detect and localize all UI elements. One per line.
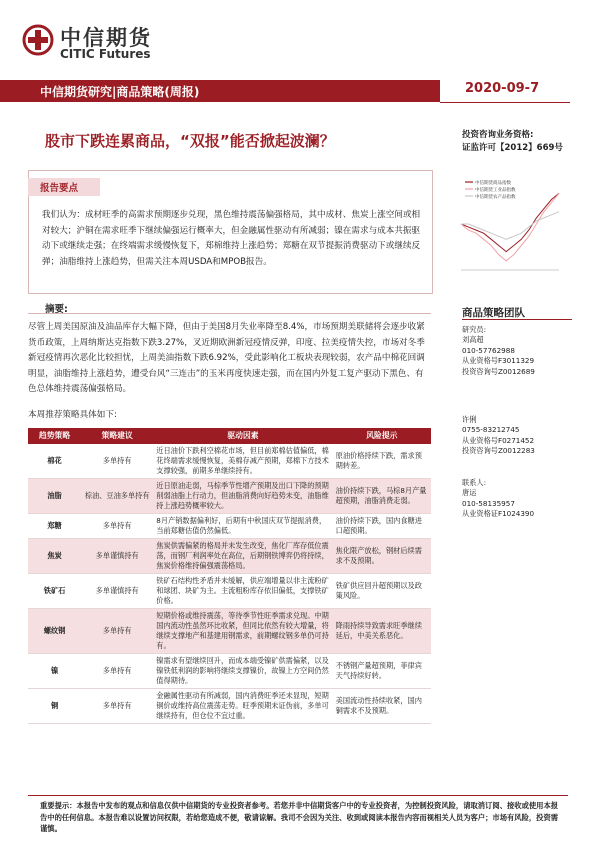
team-line-text: 研究员: xyxy=(462,325,486,334)
table-cell-driver: 铁矿石结构性矛盾并未缓解，供应端增量以非主流粉矿和球团、块矿为主。主流粗粉库存依旧偏低，支撑铁矿价格。 xyxy=(153,574,332,609)
team-line-text: 从业资格号F0271452 xyxy=(462,435,535,445)
table-row xyxy=(28,689,431,724)
team-title: 商品策略团队 xyxy=(462,307,525,319)
table-cell-strategy: 多单谨慎持有 xyxy=(81,539,153,574)
table-cell-risk: 不锈钢产量超预期，菲律宾天气持续好转。 xyxy=(333,654,431,689)
table-cell-name: 棉花 xyxy=(28,444,81,479)
table-cell-driver: 金融属性驱动有所减弱，国内消费旺季还未显现，短期铜价或维持高位震荡走势。旺季预期未证伪前，多单可继续持有，但仓位不宜过重。 xyxy=(153,689,332,724)
header-bar-text: 中信期货研究|商品策略(周报) xyxy=(40,85,200,99)
table-cell-name: 郑糖 xyxy=(28,514,81,539)
abstract-body: 尽管上周美国原油及油品库存大幅下降，但由于美国8月失业率降至8.4%，市场预期美联储将会逐步收紧货币政策，上周纳斯达克指数下跌3.27%，叉近期欧洲新冠疫情反弹，印度、拉美疫情失控，市场对冬季新冠疫情再次恶化比较担忧，上周美油指数下跌6.92%，受此影响化工板块表现较弱，农产品中棉花回调明显，油脂维持上涨趋势，遭受台风“三连击”的玉米再度快速走强，而在国内外复工复产驱动下黑色、有色总体维持震荡偏强格局。 xyxy=(28,322,425,395)
table-cell-risk: 美国流动性持续收紧，国内铜需求不及预期。 xyxy=(333,689,431,724)
table-row xyxy=(28,539,431,574)
strategy-intro: 本周推荐策略具体如下: xyxy=(28,410,117,420)
strategy-table xyxy=(28,428,431,724)
table-cell-driver: 镍需求有望继续回升，而成本端受镍矿供需偏紧，以及镍铁低利润的影响将继续支撑镍价，故镍上方空间仍然值得期待。 xyxy=(153,654,332,689)
team-line-text: 许俐 xyxy=(462,415,477,424)
table-header-row xyxy=(28,428,431,444)
table-cell-name: 铁矿石 xyxy=(28,574,81,609)
table-cell-driver: 短期价格或维持震荡，等待季节性旺季需求兑现。中期国内流动性虽然环比收紧，但同比依然有较大增量，将继续支撑地产和基建用钢需求，前期螺纹钢多单仍可持有。 xyxy=(153,609,332,654)
table-row xyxy=(28,514,431,539)
team-line-text: 010-57762988 xyxy=(462,345,515,355)
table-cell-strategy: 多单持有 xyxy=(81,444,153,479)
summary-tag: 报告要点 xyxy=(40,183,79,194)
table-cell-strategy: 棕油、豆油多单持有 xyxy=(81,479,153,514)
table-cell-risk: 油价持续下跌，国内食糖进口超预期。 xyxy=(333,514,431,539)
abstract-divider xyxy=(28,300,431,314)
table-cell-strategy: 多单持有 xyxy=(81,514,153,539)
team-block xyxy=(462,325,535,377)
team-line-text: 投资咨询号Z0012689 xyxy=(462,366,535,376)
table-cell-strategy: 多单持有 xyxy=(81,654,153,689)
table-cell-risk: 降雨持续导致需求旺季继续延后，中美关系恶化。 xyxy=(333,609,431,654)
team-block xyxy=(462,415,535,457)
table-header: 趋势策略 xyxy=(28,428,81,444)
table-cell-name: 螺纹钢 xyxy=(28,609,81,654)
table-cell-name: 焦炭 xyxy=(28,539,81,574)
team-divider xyxy=(462,319,572,320)
team-line-text: 010-58135957 xyxy=(462,498,515,508)
table-cell-strategy: 多单持有 xyxy=(81,689,153,724)
abstract-tag: 摘要: xyxy=(45,304,68,315)
table-header: 风险提示 xyxy=(333,428,431,444)
table-row xyxy=(28,609,431,654)
table-row xyxy=(28,479,431,514)
commodity-index-chart xyxy=(455,170,565,290)
page-title: 股市下跌连累商品，“双报”能否掀起波澜？ xyxy=(45,132,335,150)
table-cell-risk: 油价持续下跌，马棕8月产量超预期，油脂消费走弱。 xyxy=(333,479,431,514)
table-cell-strategy: 多单持有 xyxy=(81,609,153,654)
table-cell-driver: 8月产销数据偏利好，后期有中秋国庆双节提振消费，当前郑糖估值仍然偏低。 xyxy=(153,514,332,539)
table-cell-driver: 近日油价下跌利空棉花市场，但目前郑棉估值偏低，棉花终端需求缓慢恢复，美棉存减产预期，郑棉下方技术支撑较强，前期多单继续持有。 xyxy=(153,444,332,479)
table-cell-strategy: 多单谨慎持有 xyxy=(81,574,153,609)
chart-series-line xyxy=(461,212,559,240)
chart-legend-label: 中信期货农产品指数 xyxy=(475,195,516,200)
table-cell-risk: 原油价格持续下跌，需求预期转差。 xyxy=(333,444,431,479)
team-block xyxy=(462,478,534,520)
team-line-text: 联系人: xyxy=(462,478,486,487)
qualification-line: 证监许可【2012】669号 xyxy=(462,143,563,153)
footer-divider xyxy=(28,795,568,796)
summary-body: 我们认为：成材旺季的高需求预期逐步兑现，黑色维持震荡偏强格局，其中成材、焦炭上涨空间或相对较大；沪铜在需求旺季下继续偏强运行概率大，但金融属性驱动有所减弱；镍在需求与成本共振驱动下或继续走强；在终端需求缓慢恢复下，郑棉维持上涨趋势；郑糖在双节提振消费驱动下或继续反弹；油脂维持上涨趋势，但需关注本周USDA和MPOB报告。 xyxy=(42,210,421,267)
team-line-text: 0755-83212745 xyxy=(462,425,520,435)
team-line-text: 刘高超 xyxy=(462,335,484,345)
team-line-text: 从业资格号F3011329 xyxy=(462,356,535,366)
table-cell-driver: 焦炭供需偏紧的格局并未发生改变，焦化厂库存低位震荡，而钢厂利润率处在高位，后期钢铁博弈仍将持续，焦炭价格维持偏强震荡格局。 xyxy=(153,539,332,574)
report-date: 2020-09-7 xyxy=(465,81,540,96)
table-cell-driver: 近日原油走弱，马棕季节性增产预期及出口下降的预期削弱油脂上行动力，但油脂消费向好趋势未变，油脂维持上涨趋势概率较大。 xyxy=(153,479,332,514)
table-cell-name: 油脂 xyxy=(28,479,81,514)
table-header: 策略建议 xyxy=(81,428,153,444)
brand-name-en: CITIC Futures xyxy=(60,47,151,61)
brand-name: 中信期货 xyxy=(60,26,152,50)
chart-legend-label: 中信期货工业品指数 xyxy=(475,188,516,193)
table-row xyxy=(28,444,431,479)
team-line-text: 投资咨询号Z0012283 xyxy=(462,446,535,456)
table-cell-risk: 铁矿供应回升超预期以及政策风险。 xyxy=(333,574,431,609)
table-header: 驱动因素 xyxy=(153,428,332,444)
table-cell-name: 铜 xyxy=(28,689,81,724)
table-row xyxy=(28,574,431,609)
table-row xyxy=(28,654,431,689)
chart-series-line xyxy=(461,193,559,251)
disclaimer: 重要提示：本报告中发布的观点和信息仅供中信期货的专业投资者参考。若您并非中信期货客户中的专业投资者，为控制投资风险，请取消订阅、接收或使用本报告中的任何信息。本报告难以设置访问权限，若给您造成不便，敬请谅解。我司不会因为关注、收到或阅读本报告内容而视相关人员为客户；市场有风险，投资需谨慎。 xyxy=(40,801,559,833)
qualification-line: 投资咨询业务资格: xyxy=(462,130,534,140)
qualifications xyxy=(462,129,563,155)
chart-legend-label: 中信期货商品指数 xyxy=(475,181,511,186)
header-divider xyxy=(440,102,570,103)
citic-logo-icon xyxy=(22,24,54,56)
table-cell-risk: 焦化限产放松，钢材后续需求不及预期。 xyxy=(333,539,431,574)
table-cell-name: 镍 xyxy=(28,654,81,689)
team-line-text: 从业资格证F1024390 xyxy=(462,509,535,519)
team-line-text: 唐运 xyxy=(462,488,477,498)
